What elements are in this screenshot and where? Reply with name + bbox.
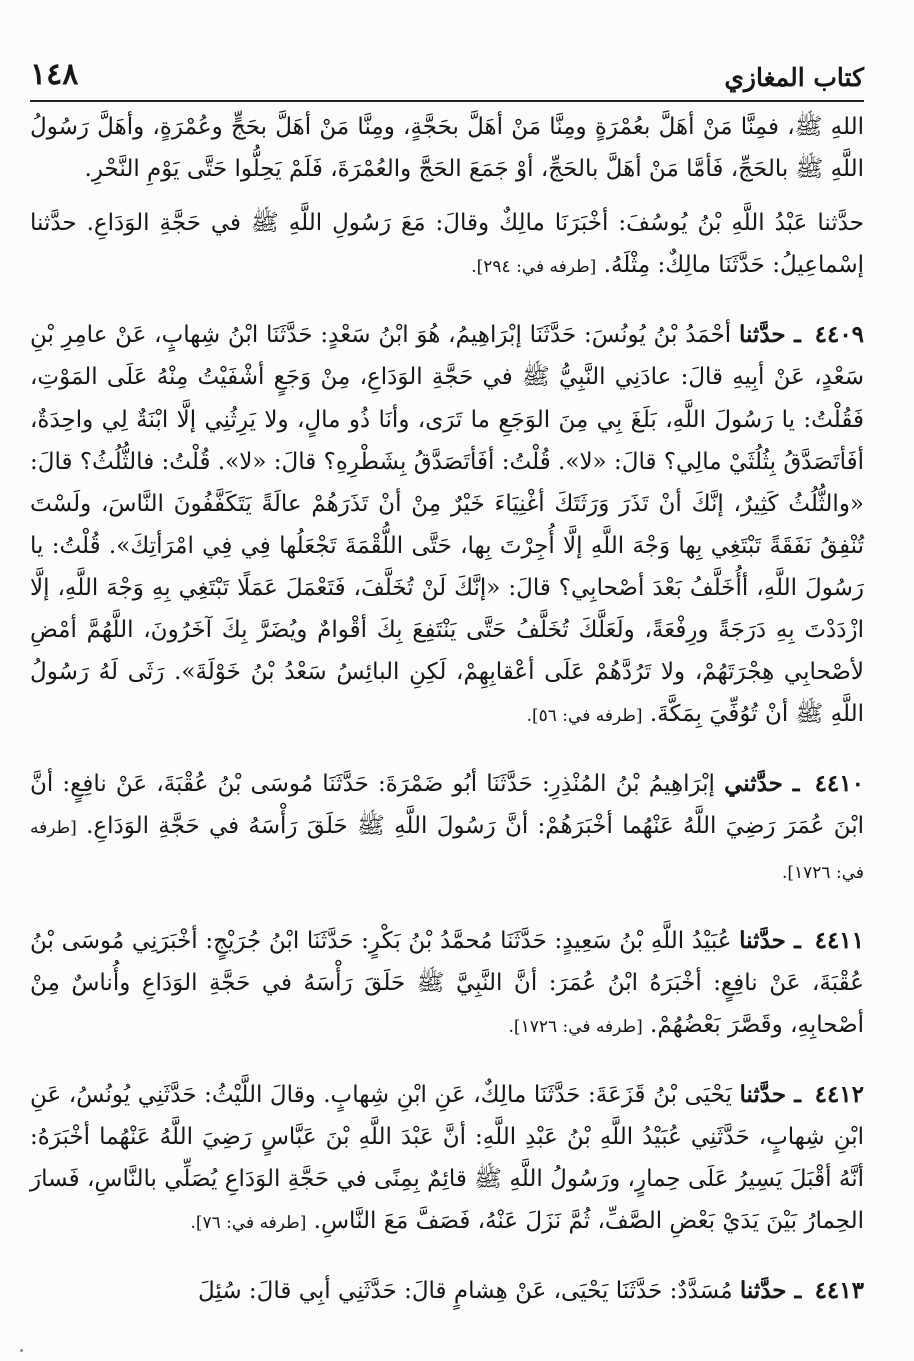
atraf-reference: [طرفه في: ١٧٢٦]. bbox=[30, 818, 864, 883]
hadith-text: يَحْيَى بْنُ قَزَعَةَ: حَدَّثَنَا مالِكٌ، عَنِ ابْنِ شِهابٍ. وقالَ اللَّيْثُ: حَدَّثَنِي يُونُسُ، عَنِ ابْنِ شِهابٍ، حَدَّثَنِي عُبَيْدُ اللَّهِ بْنُ عَبْدِ اللَّهِ: أنَّ عَبْدَ اللَّهِ بْنَ عَبَّاسٍ رَضِيَ اللَّهُ عَنْهُما أخْبَرَهُ: أنَّهُ أقْبَلَ يَسِيرُ عَلَى حِمارٍ، ورَسُولُ اللَّهِ ﷺ قائِمٌ بِمِنًى في حَجَّةِ الوَدَاعِ يُصَلِّي بالنَّاسِ، فَسارَ الحِمارُ بَيْنَ يَدَيْ بَعْضِ الصَّفِّ، ثُمَّ نَزَلَ عَنْهُ، فَصَفَّ مَعَ النَّاسِ. bbox=[30, 1081, 864, 1235]
hadith-text: عُبَيْدُ اللَّهِ بْنُ سَعِيدٍ: حَدَّثَنَا مُحمَّدُ بْنُ بَكْرٍ: حَدَّثَنَا ابْنُ جُرَيْجٍ: أخْبَرَنِي مُوسَى بْنُ عُقْبَةَ، عَنْ نافِعٍ: أخْبَرَهُ ابْنُ عُمَرَ: أنَّ النَّبِيَّ ﷺ حَلَقَ رَأْسَهُ في حَجَّةِ الوَدَاعِ وأُناسٌ مِنْ أصْحابِهِ، وقَصَّرَ بَعْضُهُمْ. bbox=[30, 927, 864, 1038]
hadith-lead: ـ حدَّثني bbox=[724, 770, 800, 798]
hadith-number: ٤٤١٣ bbox=[814, 1277, 864, 1305]
scan-speck bbox=[20, 1349, 23, 1352]
page-number: ١٤٨ bbox=[30, 57, 79, 92]
hadith-text: مُسَدَّدٌ: حَدَّثَنَا يَحْيَى، عَنْ هِشامٍ قالَ: حَدَّثَنِي أبِي قالَ: سُئِلَ bbox=[197, 1278, 733, 1305]
atraf-reference: [طرفه في: ٧٦]. bbox=[190, 1213, 307, 1234]
hadith-text: أحْمَدُ بْنُ يُونُسَ: حَدَّثَنَا إبْرَاهِيمُ، هُوَ ابْنُ سَعْدٍ: حَدَّثَنَا ابْنُ شِهابٍ، عَنْ عامِرِ بْنِ سَعْدٍ، عَنْ أبِيهِ قالَ: عادَنِي النَّبِيُّ ﷺ في حَجَّةِ الوَدَاعِ، مِنْ وَجَعٍ أشْفَيْتُ مِنْهُ عَلَى المَوْتِ، فَقُلْتُ: يا رَسُولَ اللَّهِ، بَلَغَ بِي مِنَ الوَجَعِ ما تَرَى، وأنَا ذُو مالٍ، ولا يَرِثُنِي إلَّا ابْنَةٌ لِي واحِدَةٌ، أفَأتَصَدَّقُ بِثُلُثَيْ مالِي؟ قالَ: «لا». قُلْتُ: أفَأتَصَدَّقُ بِشَطْرِهِ؟ قالَ: «لا». قُلْتُ: فالثُّلُثُ؟ قالَ: «والثُّلُثُ كَثِيرٌ، إنَّكَ أنْ تَذَرَ وَرَثَتَكَ أغْنِيَاءَ خَيْرٌ مِنْ أنْ تَذَرَهُمْ عالَةً يَتَكَفَّفُونَ النَّاسَ، ولَسْتَ تُنْفِقُ نَفَقَةً تَبْتَغِي بِها وَجْهَ اللَّهِ إلَّا أُجِرْتَ بِها، حَتَّى اللُّقْمَةَ تَجْعَلُها فِي فِي امْرَأتِكَ». قُلْتُ: يا رَسُولَ اللَّهِ، أأُخَلَّفُ بَعْدَ أصْحابِي؟ قالَ: «إنَّكَ لَنْ تُخَلَّفَ، فَتَعْمَلَ عَمَلًا تَبْتَغِي بِهِ وَجْهَ اللَّهِ، إلَّا ازْدَدْتَ بِهِ دَرَجَةً ورِفْعَةً، ولَعَلَّكَ تُخَلَّفُ حَتَّى يَنْتَفِعَ بِكَ أقْوامٌ ويُضَرَّ بِكَ آخَرُونَ، اللَّهُمَّ أمْضِ لأصْحابِي هِجْرَتَهُمْ، ولا تَرُدَّهُمْ عَلَى أعْقابِهِمْ، لَكِنِ البائِسُ سَعْدُ بْنُ خَوْلَةَ». رَثَى لَهُ رَسُولُ اللَّهِ ﷺ أنْ تُوُفِّيَ بِمَكَّةَ. bbox=[30, 322, 864, 728]
hadith-number: ٤٤١١ bbox=[814, 926, 865, 954]
hadith-lead: ـ حدَّثنا bbox=[738, 321, 801, 349]
paragraph-text: اللهِ ﷺ، فمِنَّا مَنْ أهَلَّ بعُمْرَةٍ ومِنَّا مَنْ أهَلَّ بحَجَّةٍ، ومِنَّا مَنْ أهَلَّ بحَجٍّ وعُمْرَةٍ، وأهَلَّ رَسُولُ اللَّهِ ﷺ بالحَجِّ، فَأمَّا مَنْ أهَلَّ بالحَجِّ، أوْ جَمَعَ الحَجَّ والعُمْرَةَ، فَلَمْ يَحِلُّوا حَتَّى يَوْمِ النَّحْرِ. bbox=[30, 114, 864, 183]
page-body bbox=[30, 106, 864, 1324]
hadith-number: ٤٤٠٩ bbox=[814, 321, 865, 349]
hadith-lead: ـ حدَّثنا bbox=[739, 1277, 802, 1305]
hadith-4413 bbox=[30, 1270, 864, 1312]
hadith-lead: ـ حدَّثنا bbox=[739, 926, 801, 954]
hadith-lead: ـ حدَّثنا bbox=[739, 1080, 802, 1108]
atraf-reference: [طرفه في: ٢٩٤]. bbox=[471, 257, 597, 278]
hadith-4411 bbox=[30, 920, 864, 1048]
page-header bbox=[30, 46, 864, 102]
paragraph-isnad bbox=[30, 202, 864, 288]
hadith-4412 bbox=[30, 1074, 864, 1244]
hadith-4409 bbox=[30, 314, 864, 737]
paragraph-continuation bbox=[30, 106, 864, 190]
atraf-reference: [طرفه في: ٥٦]. bbox=[526, 706, 643, 727]
hadith-number: ٤٤١٠ bbox=[814, 770, 864, 798]
atraf-reference: [طرفه في: ١٧٢٦]. bbox=[508, 1016, 643, 1037]
hadith-number: ٤٤١٢ bbox=[814, 1080, 865, 1108]
paragraph-text: حدَّثنا عَبْدُ اللَّهِ بْنُ يُوسُفَ: أخْبَرَنَا مالِكٌ وقالَ: مَعَ رَسُولِ اللَّهِ ﷺ في حَجَّةِ الوَدَاعِ. حدَّثنا إسْماعِيلُ: حَدَّثَنَا مالِكٌ: مِثْلَهُ. bbox=[30, 210, 864, 279]
hadith-text: إبْرَاهِيمُ بْنُ المُنْذِرِ: حَدَّثَنَا أبُو ضَمْرَةَ: حَدَّثَنَا مُوسَى بْنُ عُقْبَةَ، عَنْ نافِعٍ: أنَّ ابْنَ عُمَرَ رَضِيَ اللَّهُ عَنْهُما أخْبَرَهُمْ: أنَّ رَسُولَ اللَّهِ ﷺ حَلَقَ رَأْسَهُ في حَجَّةِ الوَدَاعِ. bbox=[30, 771, 865, 840]
hadith-4410 bbox=[30, 763, 864, 893]
running-title: كتاب المغازي bbox=[724, 63, 864, 92]
